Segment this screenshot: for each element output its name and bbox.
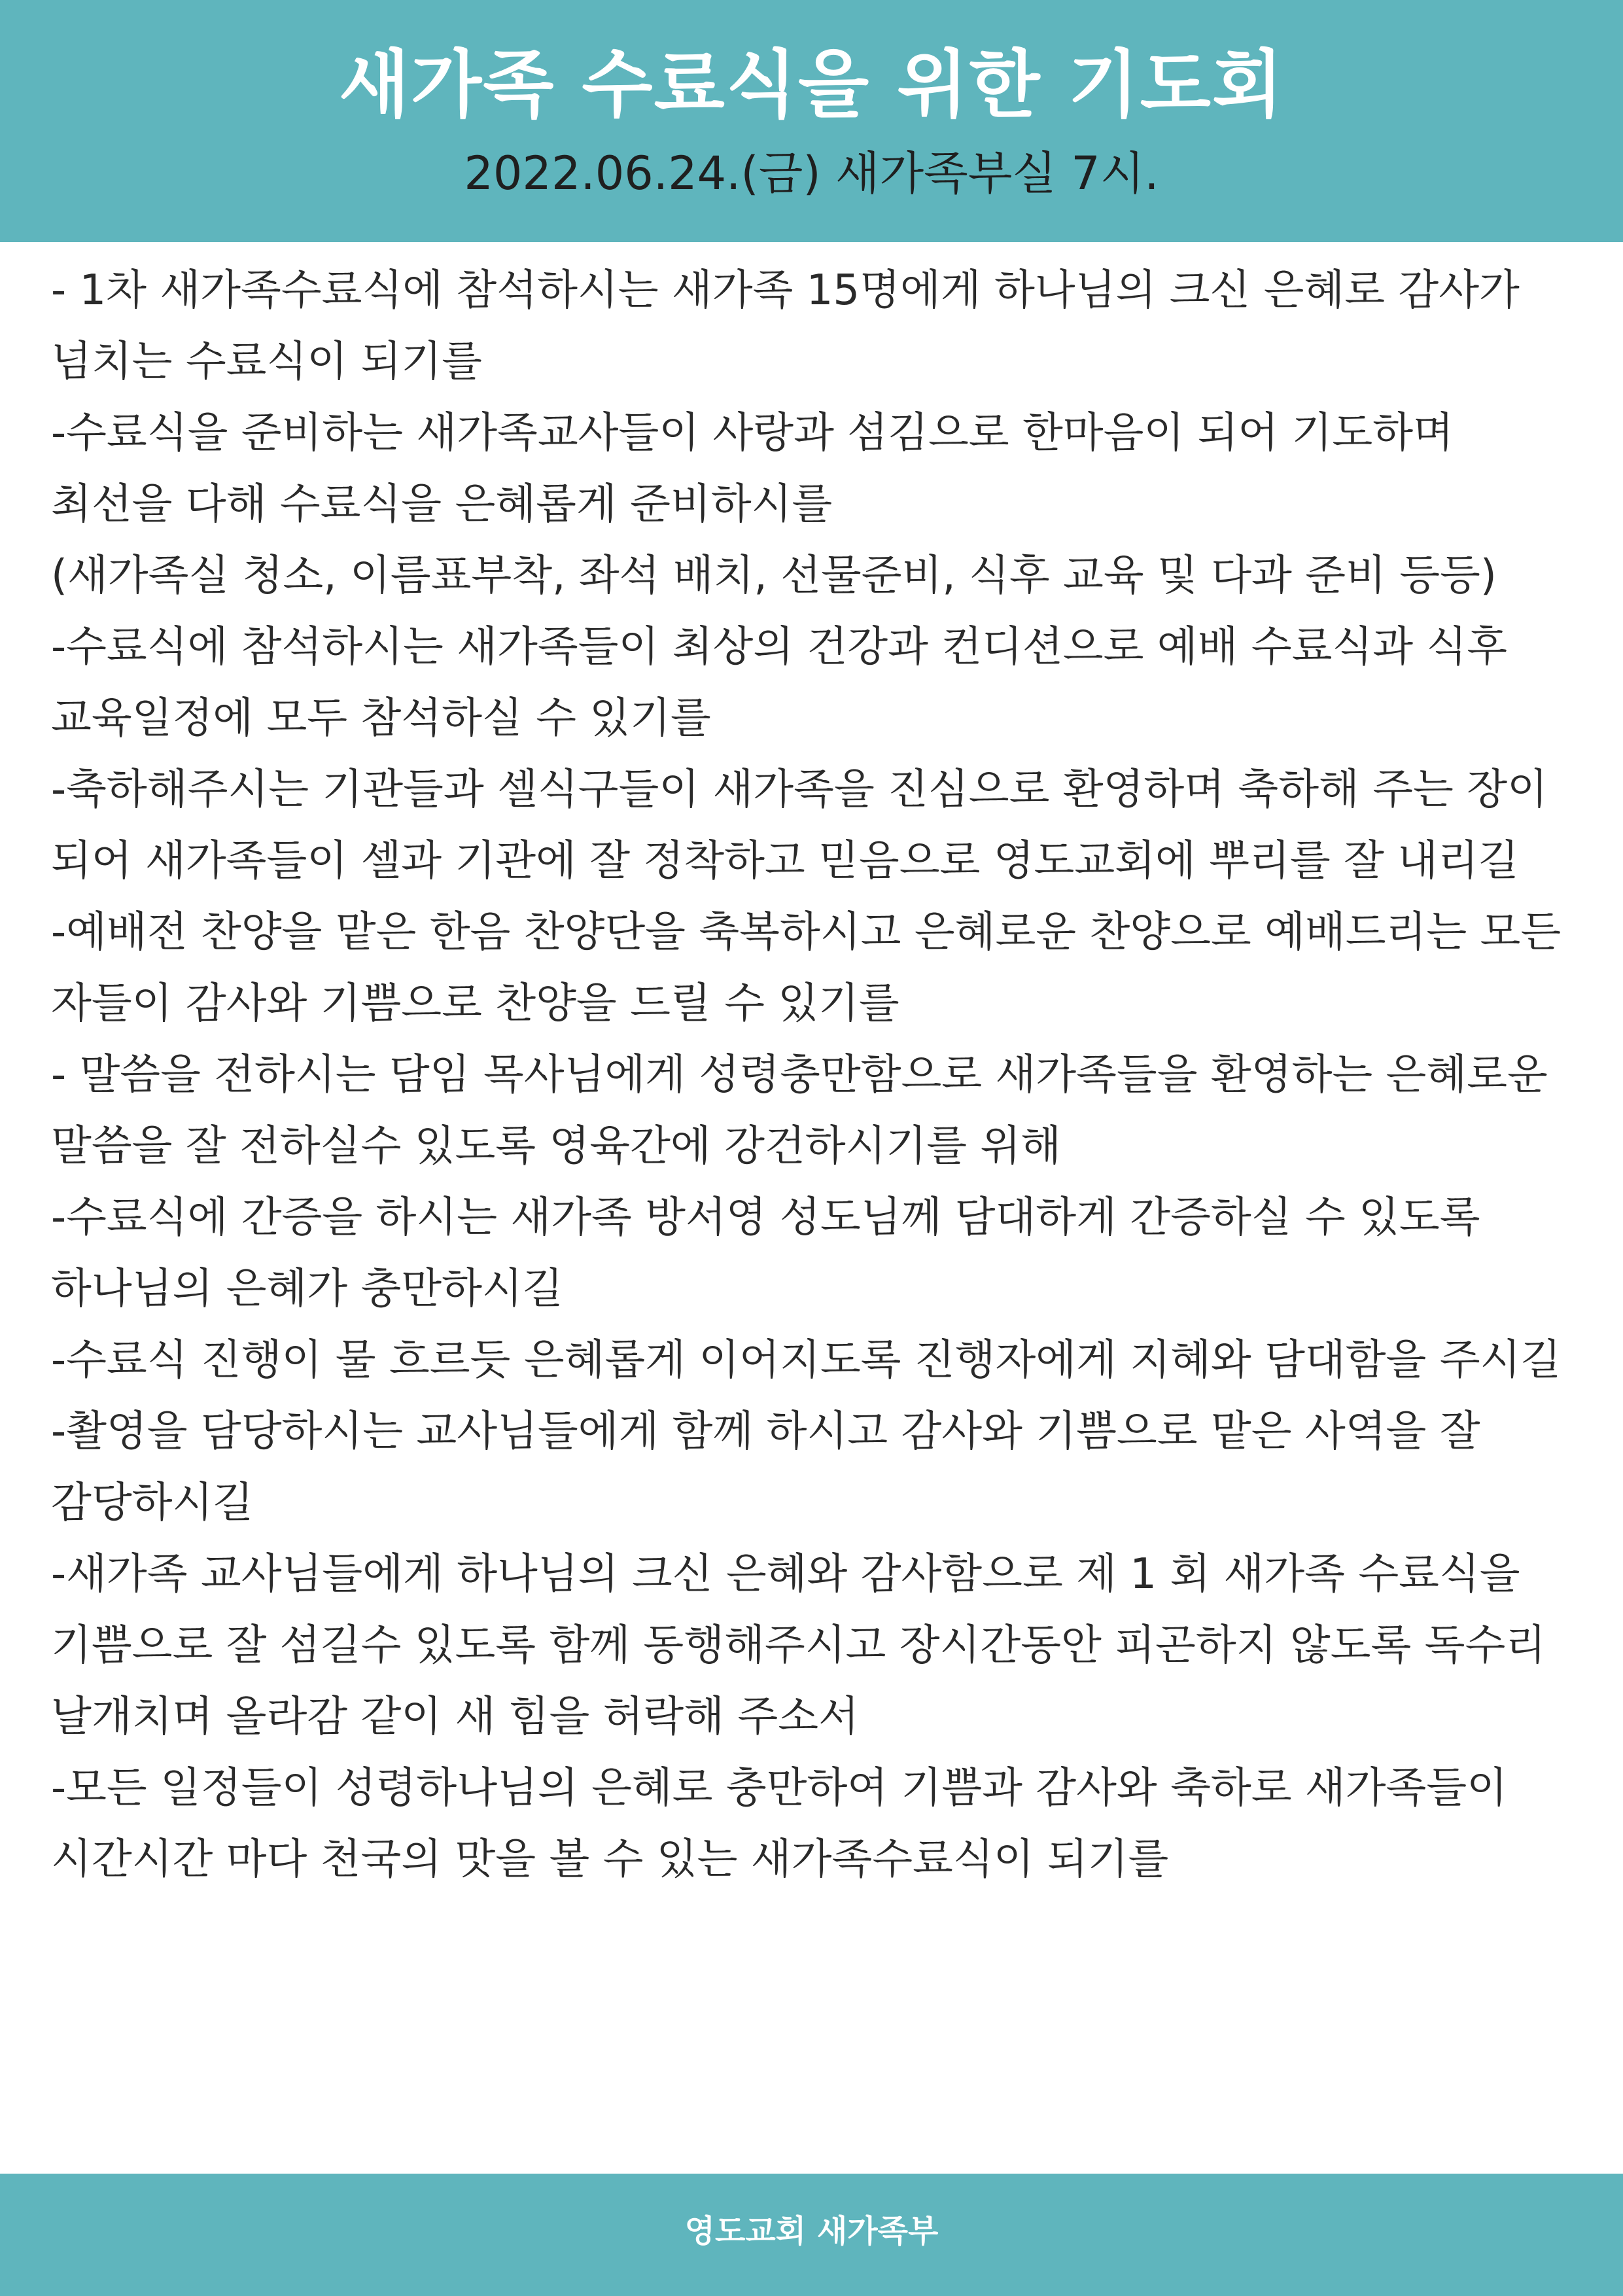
prayer-item: -수료식을 준비하는 새가족교사들이 사랑과 섬김으로 한마음이 되어 기도하며 최선을 다해 수료식을 은혜롭게 준비하시를 [51, 409, 1454, 529]
page-title: 새가족 수료식을 위한 기도회 [338, 43, 1285, 128]
prayer-item: - 1차 새가족수료식에 참석하시는 새가족 15명에게 하나님의 크신 은혜로 감사가 넘치는 수료식이 되기를 [51, 266, 1520, 386]
event-date-location: 2022.06.24.(금) 새가족부실 7시. [464, 147, 1159, 200]
prayer-list [51, 255, 1582, 1896]
prayer-item: (새가족실 청소, 이름표부착, 좌석 배치, 선물준비, 식후 교육 및 다과 준비 등등) [51, 552, 1497, 600]
prayer-item: -모든 일정들이 성령하나님의 은혜로 충만하여 기쁨과 감사와 축하로 새가족들이 시간시간 마다 천국의 맛을 볼 수 있는 새가족수료식이 되기를 [51, 1764, 1508, 1884]
prayer-item: -새가족 교사님들에게 하나님의 크신 은혜와 감사함으로 제 1 회 새가족 수료식을 기쁨으로 잘 섬길수 있도록 함께 동행해주시고 장시간동안 피곤하지 않도록 독수리 날개치며 올라감 같이 새 힘을 허락해 주소서 [51, 1550, 1546, 1741]
footer-church-department: 영도교회 새가족부 [684, 2213, 939, 2250]
prayer-item: -축하해주시는 기관들과 셀식구들이 새가족을 진심으로 환영하며 축하해 주는 장이 되어 새가족들이 셀과 기관에 잘 정착하고 믿음으로 영도교회에 뿌리를 잘 내리길 [51, 766, 1548, 885]
prayer-item: -수료식 진행이 물 흐르듯 은혜롭게 이어지도록 진행자에게 지혜와 담대함을 주시길 [51, 1336, 1562, 1385]
prayer-item: - 말씀을 전하시는 담임 목사님에게 성령충만함으로 새가족들을 환영하는 은혜로운 말씀을 잘 전하실수 있도록 영육간에 강건하시기를 위해 [51, 1051, 1548, 1171]
prayer-item: -촬영을 담당하시는 교사님들에게 함께 하시고 감사와 기쁨으로 맡은 사역을 잘 감당하시길 [51, 1407, 1480, 1527]
prayer-item: -수료식에 간증을 하시는 새가족 방서영 성도님께 담대하게 간증하실 수 있도록 하나님의 은혜가 충만하시길 [51, 1193, 1480, 1313]
prayer-item: -예배전 찬양을 맡은 한음 찬양단을 축복하시고 은혜로운 찬양으로 예배드리는 모든 자들이 감사와 기쁨으로 찬양을 드릴 수 있기를 [51, 908, 1562, 1028]
prayer-item: -수료식에 참석하시는 새가족들이 최상의 건강과 컨디션으로 예배 수료식과 식후 교육일정에 모두 참석하실 수 있기를 [51, 623, 1508, 743]
